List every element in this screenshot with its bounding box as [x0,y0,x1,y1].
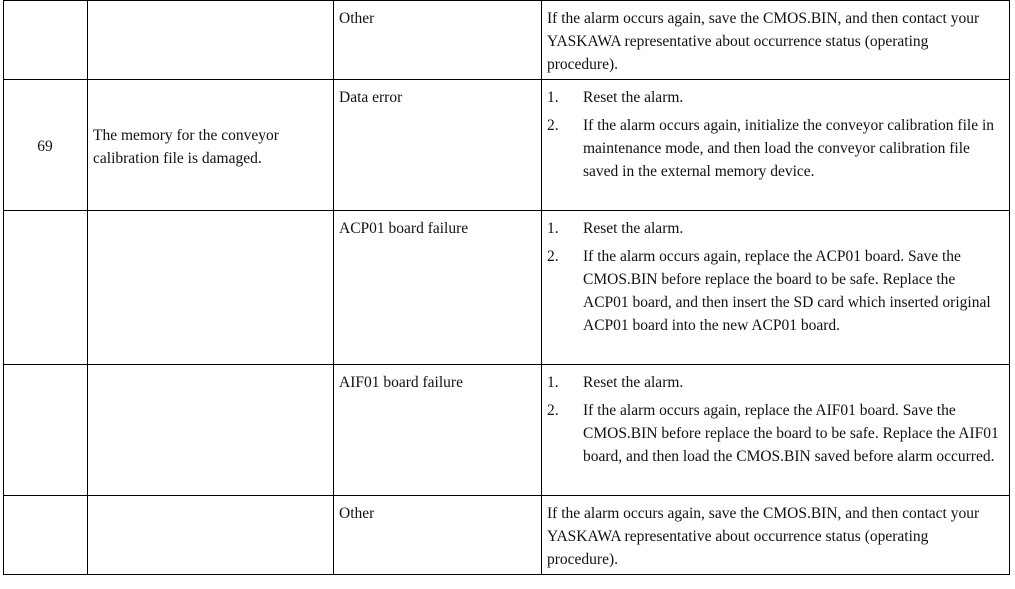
sub-code-cell: ACP01 board failure [334,211,542,365]
alarm-code-cell [4,365,88,496]
table-row [4,211,1010,365]
remedy-step [547,371,1003,394]
alarm-message-cell [88,211,334,365]
alarm-message-cell [88,496,334,575]
step-text: If the alarm occurs again, replace the ACP01 board. Save the CMOS.BIN before replace the board to be safe. Replace the ACP01 board, and then insert the SD card which inserted original ACP01 board into the new ACP01 board. [583,248,991,334]
remedy-steps [547,371,1003,468]
sub-code-cell: Other [334,496,542,575]
alarm-message-cell [88,1,334,80]
remedy-cell: If the alarm occurs again, save the CMOS.BIN, and then contact your YASKAWA representative about occurrence status (operating procedure). [542,496,1010,575]
remedy-cell [542,211,1010,365]
step-number: 1. [547,89,559,106]
remedy-cell: If the alarm occurs again, save the CMOS.BIN, and then contact your YASKAWA representative about occurrence status (operating procedure). [542,1,1010,80]
step-number: 2. [547,402,559,419]
alarm-table [3,0,1010,575]
sub-code-cell: AIF01 board failure [334,365,542,496]
alarm-code-cell [4,1,88,80]
alarm-code-cell [4,211,88,365]
step-number: 2. [547,248,559,265]
sub-code-cell: Data error [334,80,542,211]
table-row [4,496,1010,575]
step-text: Reset the alarm. [583,89,684,106]
remedy-step [547,86,1003,109]
step-number: 2. [547,117,559,134]
step-number: 1. [547,220,559,237]
sub-code-cell: Other [334,1,542,80]
table-row [4,80,1010,211]
alarm-message-cell [88,365,334,496]
remedy-cell [542,80,1010,211]
remedy-cell [542,365,1010,496]
step-text: If the alarm occurs again, initialize the conveyor calibration file in maintenance mode, and then load the conveyor calibration file saved in the external memory device. [583,117,995,180]
step-number: 1. [547,374,559,391]
step-text: Reset the alarm. [583,220,684,237]
alarm-message-cell: The memory for the conveyor calibration file is damaged. [88,80,334,211]
alarm-code-cell: 69 [4,80,88,211]
remedy-steps [547,86,1003,183]
step-text: If the alarm occurs again, replace the AIF01 board. Save the CMOS.BIN before replace the board to be safe. Replace the AIF01 board, and then load the CMOS.BIN saved before alarm occurred. [583,402,999,465]
remedy-step [547,114,1003,183]
remedy-step [547,217,1003,240]
step-text: Reset the alarm. [583,374,684,391]
table-row [4,1,1010,80]
remedy-steps [547,217,1003,337]
table-row [4,365,1010,496]
remedy-step [547,399,1003,468]
remedy-step [547,245,1003,337]
alarm-code-cell [4,496,88,575]
